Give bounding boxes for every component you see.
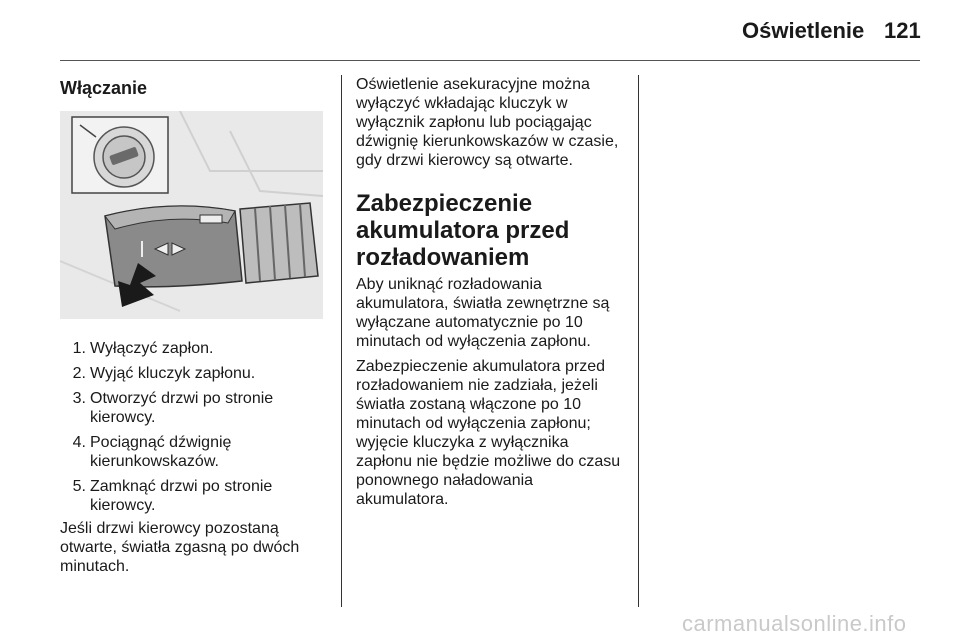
page-number: 121: [884, 18, 921, 43]
turn-signal-lever-illustration: [60, 111, 323, 319]
battery-paragraph-1: Aby uniknąć rozładowania akumulatora, światła zewnętrzne są wyłączane automatycznie po 10 minutach od wyłączenia zapłonu.: [356, 276, 610, 350]
list-item: 2. Wyjąć kluczyk zapłonu.: [72, 365, 256, 382]
section-heading-wlaczanie: Włączanie: [60, 78, 148, 98]
timeout-note: Jeśli drzwi kierowcy pozostaną otwarte, światła zgasną po dwóch minutach.: [60, 520, 300, 575]
watermark: carmanualsonline.info: [682, 611, 907, 636]
left-column: [60, 75, 330, 582]
lever-drawing: [60, 111, 323, 319]
intro-paragraph: Oświetlenie asekuracyjne można wyłączyć wkładając kluczyk w wyłącznik zapłonu lub pociągając dźwignię kierunkowskazów w czasie, gdy drzwi kierowcy są otwarte.: [356, 76, 619, 169]
section-heading-battery-protection: Zabezpieczenie akumulatora przed rozładowaniem: [356, 190, 570, 271]
header-divider: [60, 60, 920, 61]
list-item: 3. Otworzyć drzwi po stronie kierowcy.: [72, 390, 274, 426]
list-item: 5. Zamknąć drzwi po stronie kierowcy.: [72, 478, 273, 514]
right-column: [356, 75, 628, 515]
list-item: 4. Pociągnąć dźwignię kierunkowskazów.: [72, 434, 232, 470]
column-divider-right: [638, 75, 639, 607]
column-divider-left: [341, 75, 342, 607]
list-item: 1. Wyłączyć zapłon.: [72, 340, 214, 357]
steps-list: [60, 339, 330, 515]
battery-paragraph-2: Zabezpieczenie akumulatora przed rozładowaniem nie zadziała, jeżeli światła zostaną włączone po 10 minutach od wyłączenia zapłonu; wyjęcie kluczyka z wyłącznika zapłonu nie będzie możliwe do czasu ponownego naładowania akumulatora.: [356, 358, 621, 508]
ignition-switch-inset: [72, 117, 168, 193]
page-section-title: Oświetlenie: [742, 18, 865, 43]
